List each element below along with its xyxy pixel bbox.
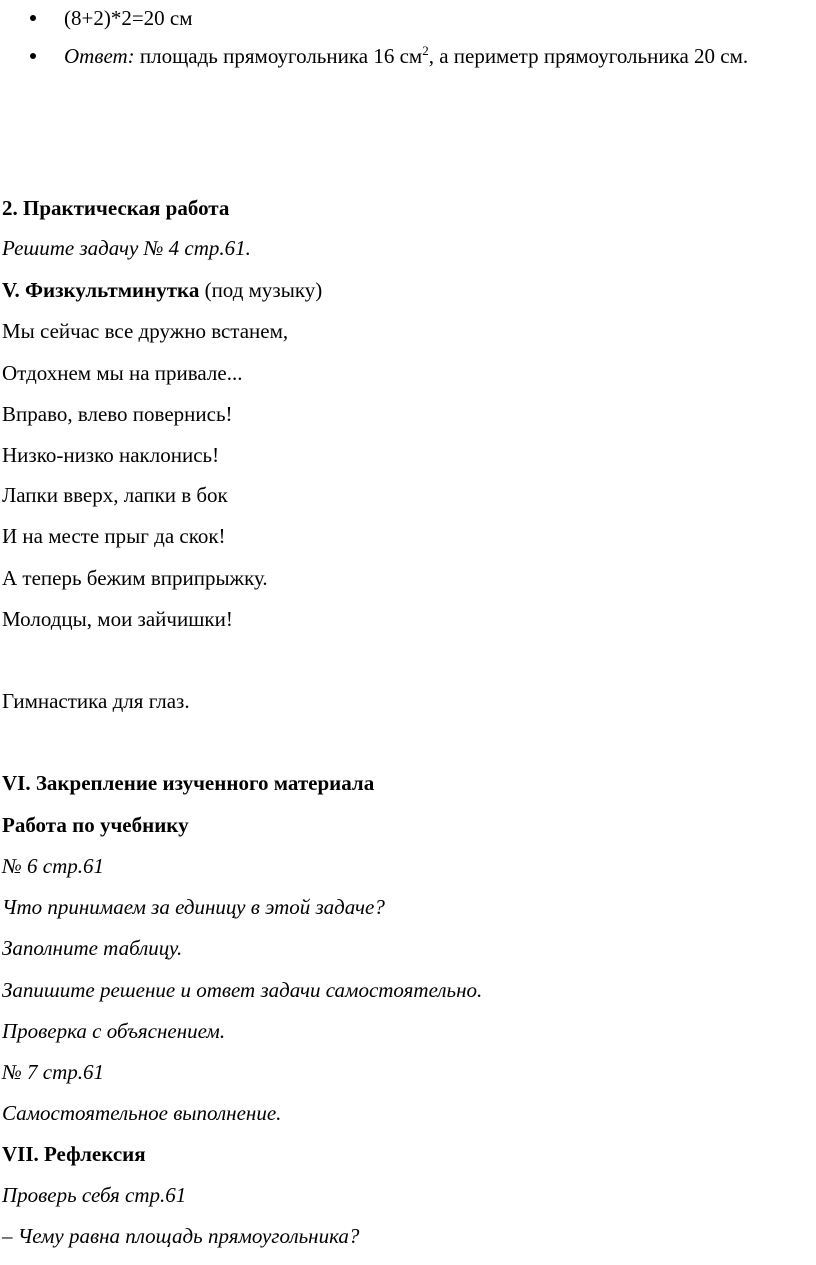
instruction-text: Проверь себя стр.61 [2, 1183, 187, 1207]
section-heading: VI. Закрепление изученного материала [2, 771, 375, 795]
answer-part-a: площадь прямоугольника 16 см [134, 44, 423, 68]
subheading: Работа по учебнику [2, 813, 189, 837]
poem-line: Лапки вверх, лапки в бок [2, 483, 228, 507]
poem-line: И на месте прыг да скок! [2, 524, 226, 548]
section-heading: 2. Практическая работа [2, 196, 230, 220]
instruction-text: Самостоятельное выполнение. [2, 1101, 282, 1125]
poem-line: Отдохнем мы на привале... [2, 361, 243, 385]
instruction-text: Запишите решение и ответ задачи самостоятельно. [2, 978, 483, 1002]
instruction-text: Что принимаем за единицу в этой задаче? [2, 895, 385, 919]
exercise-number: № 6 стр.61 [2, 854, 105, 878]
instruction-text: Проверка с объяснением. [2, 1019, 226, 1043]
section-heading-note: (под музыку) [199, 278, 323, 302]
section-heading [2, 277, 322, 303]
answer-part-b: , а периметр прямоугольника 20 см. [428, 44, 749, 68]
answer-label: Ответ: [64, 44, 135, 68]
instruction-text: Заполните таблицу. [2, 936, 183, 960]
eyes-exercise-text: Гимнастика для глаз. [2, 689, 190, 713]
question-text: – Чему равна площадь прямоугольника? [2, 1224, 360, 1248]
section-heading-title: V. Физкультминутка [2, 278, 200, 302]
poem-line: А теперь бежим вприпрыжку. [2, 566, 268, 590]
poem-line: Вправо, влево повернись! [2, 402, 233, 426]
poem-line: Низко-низко наклонись! [2, 443, 220, 467]
bullet-icon [30, 15, 36, 21]
answer-superscript: 2 [422, 43, 429, 58]
poem-line: Мы сейчас все дружно встанем, [2, 319, 289, 343]
task-text: Решите задачу № 4 стр.61. [2, 236, 251, 260]
exercise-number: № 7 стр.61 [2, 1060, 105, 1084]
poem-line: Молодцы, мои зайчишки! [2, 607, 233, 631]
section-heading: VII. Рефлексия [2, 1142, 146, 1166]
list-item-text: (8+2)*2=20 см [64, 6, 193, 30]
answer-text [64, 42, 804, 71]
bullet-icon [30, 53, 36, 59]
